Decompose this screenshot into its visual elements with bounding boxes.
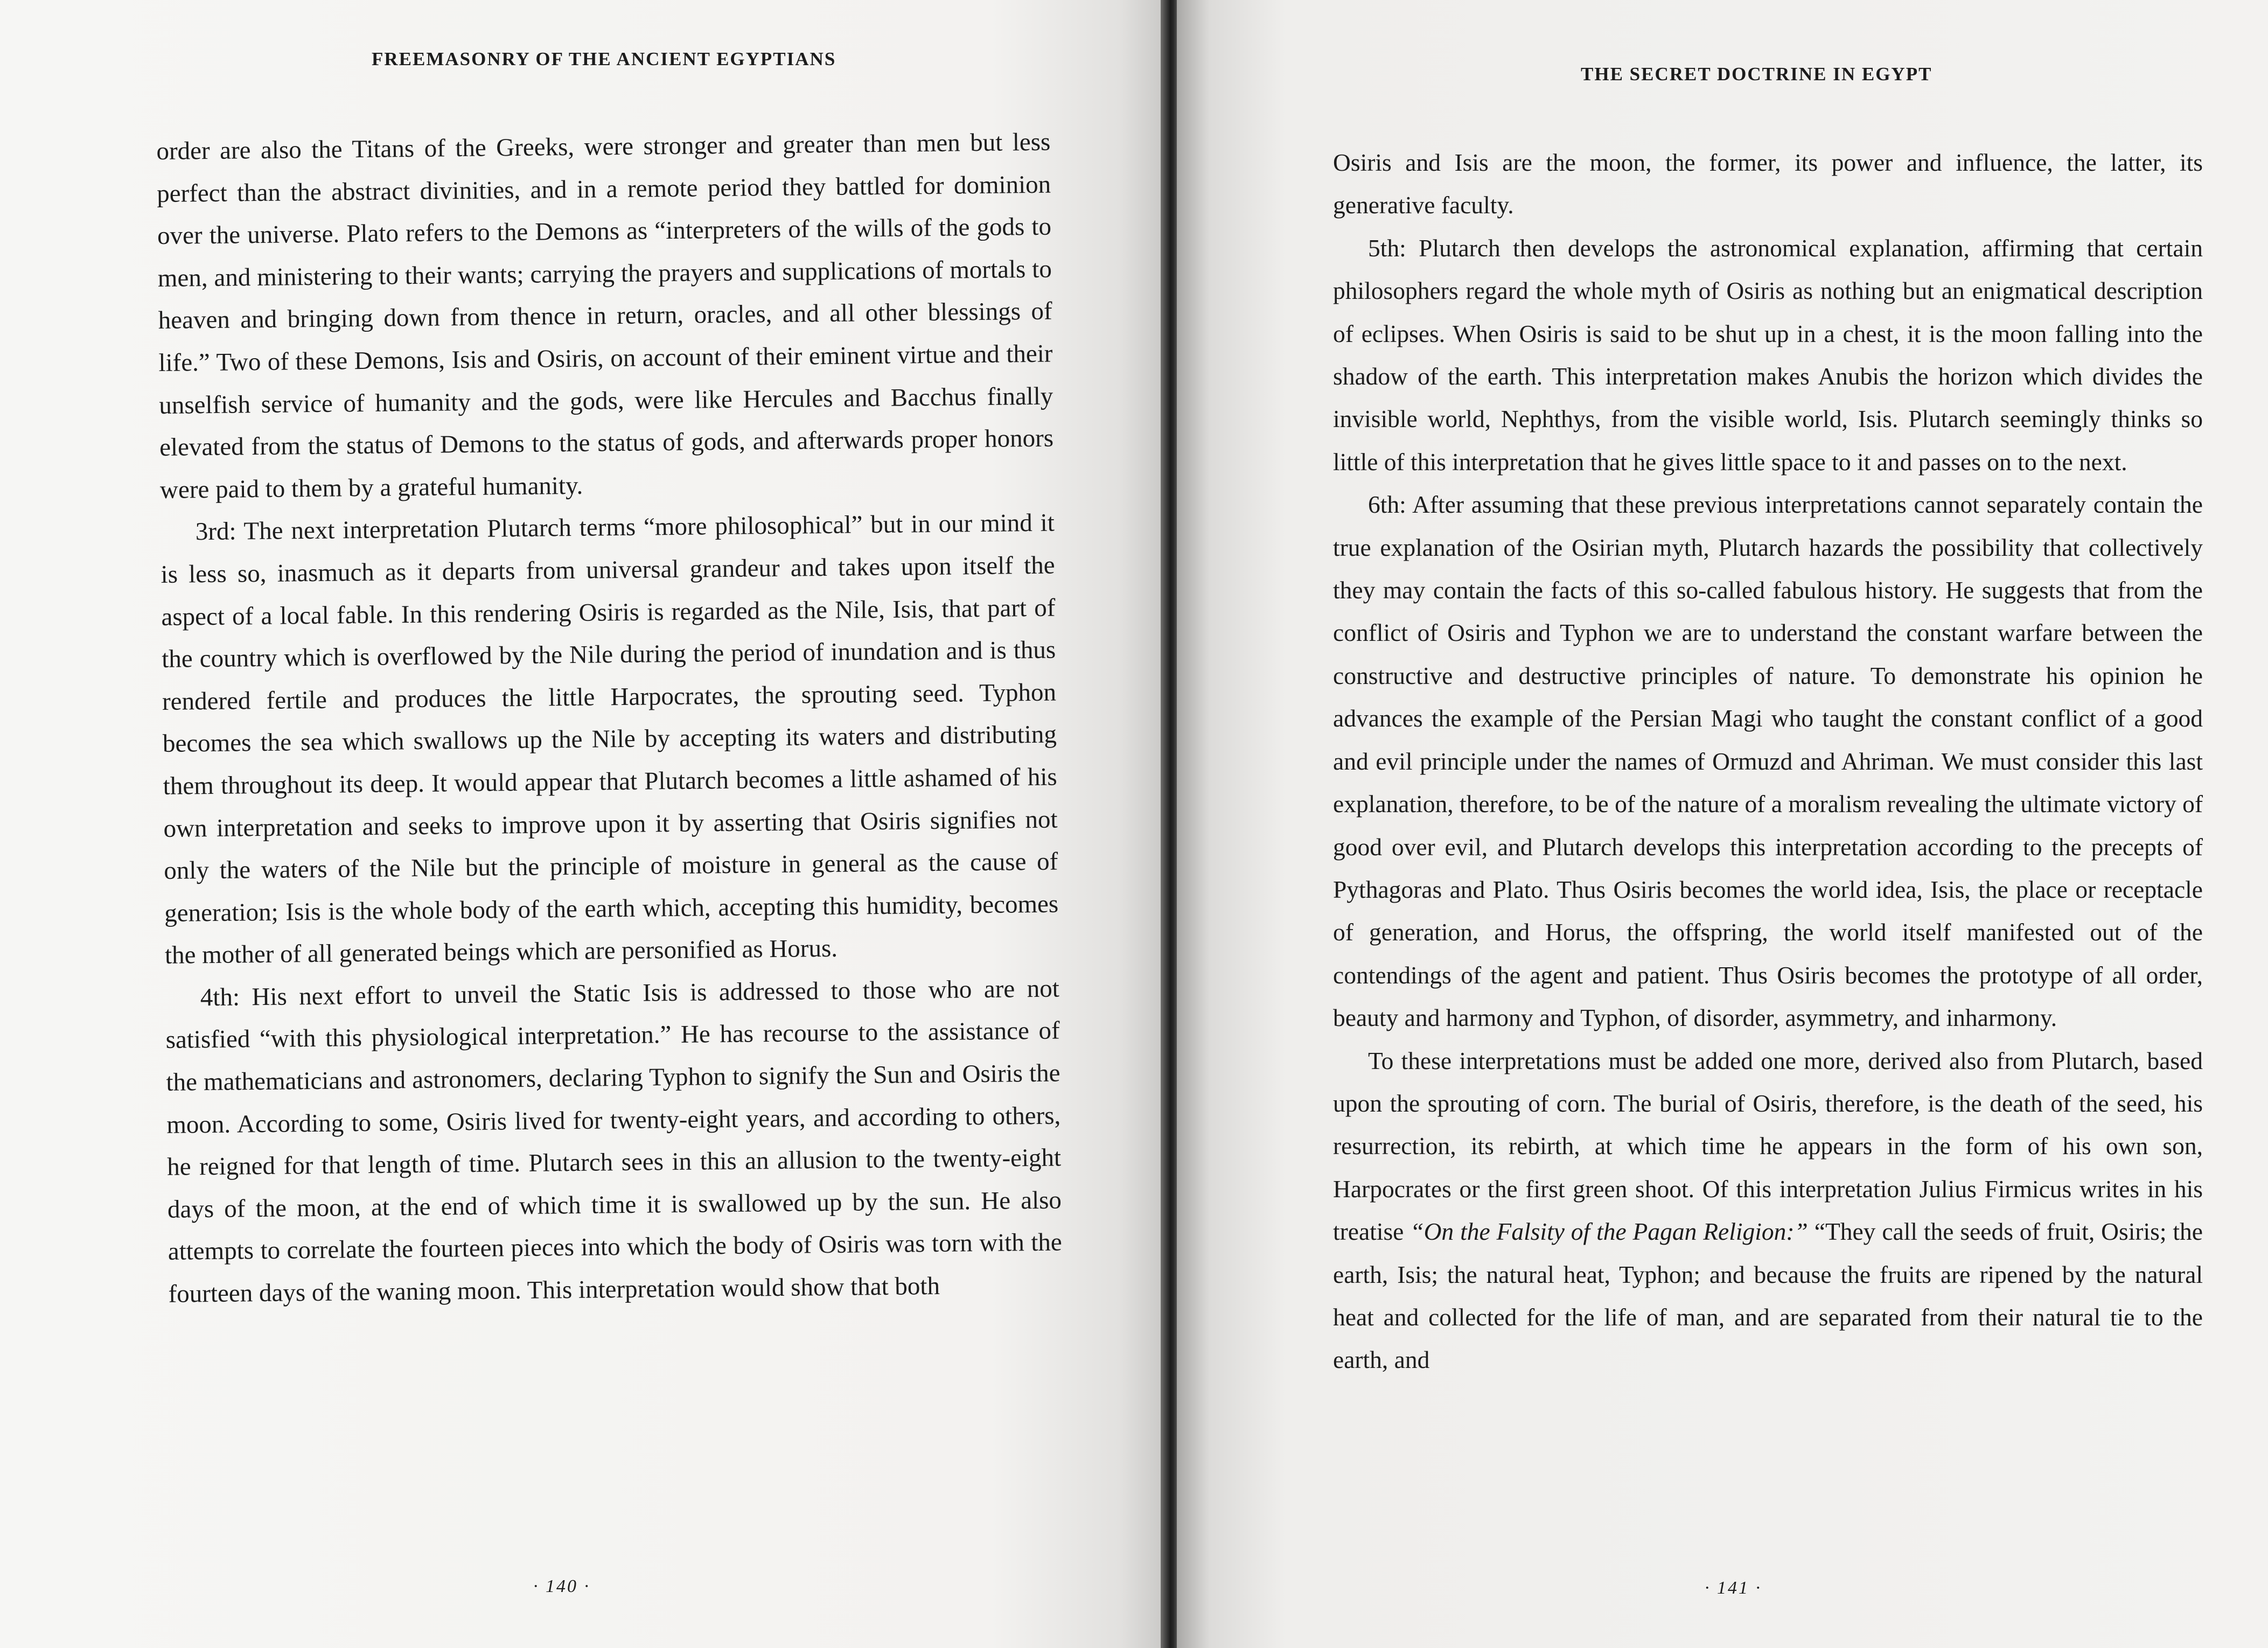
right-page — [1177, 0, 2268, 1648]
paragraph-continuation: order are also the Titans of the Greeks, were stronger and greater than men but less perfect than the abstract divinities, and in a remote period they battled for dominion over the universe. Plato refers to the Demons as “interpreters of the wills of the gods to men, and ministering to their wants; carrying the prayers and supplications of mortals to heaven and bringing down from thence in return, oracles, and all other blessings of life.” Two of these Demons, Isis and Osiris, on account of their eminent virtue and their unselfish service of humanity and the gods, were like Hercules and Bacchus finally elevated from the status of Demons to the status of gods, and afterwards proper honors were paid to them by a grateful humanity. — [156, 128, 1054, 504]
left-page-body — [156, 121, 1063, 1316]
right-page-body — [1333, 141, 2203, 1381]
paragraph-continuation: Osiris and Isis are the moon, the former, its power and influence, the latter, its generative faculty. — [1333, 149, 2203, 219]
paragraph-text: To these interpretations must be added one more, derived also from Plutarch, based upon the sprouting of corn. The burial of Osiris, therefore, is the death of the seed, his resurrection, its rebirth, at which time he appears in the form of his own son, Harpocrates or the first green shoot. Of this interpretation Julius Firmicus writes in his treatise — [1333, 1046, 2203, 1246]
paragraph-corn — [1333, 1039, 2203, 1381]
page-number-right: · 141 · — [1705, 1578, 1762, 1598]
paragraph-text: “They call the seeds of fruit, Osiris; the earth, Isis; the natural heat, Typhon; and because the fruits are ripened by the natural heat and collected for the life of man, and are separated from their natural tie to the earth, and — [1333, 1218, 2203, 1374]
running-head-left: FREEMASONRY OF THE ANCIENT EGYPTIANS — [372, 48, 836, 69]
treatise-title: “On the Falsity of the Pagan Religion:” — [1410, 1218, 1808, 1246]
paragraph-5th: 5th: Plutarch then develops the astronomical explanation, affirming that certain philosophers regard the whole myth of Osiris as nothing but an enigmatical description of eclipses. When Osiris is said to be shut up in a chest, it is the moon falling into the shadow of the earth. This interpretation makes Anubis the horizon which divides the invisible world, Nephthys, from the visible world, Isis. Plutarch seemingly thinks so little of this interpretation that he gives little space to it and passes on to the next. — [1333, 234, 2203, 476]
paragraph-3rd: 3rd: The next interpretation Plutarch terms “more philosophical” but in our mind it is less so, inasmuch as it departs from universal grandeur and takes upon itself the aspect of a local fable. In this rendering Osiris is regarded as the Nile, Isis, that part of the country which is overflowed by the Nile during the period of inundation and is thus rendered fertile and produces the little Harpocrates, the sprouting seed. Typhon becomes the sea which swallows up the Nile by accepting its waters and distributing them throughout its deep. It would appear that Plutarch becomes a little ashamed of his own interpretation and seeks to improve upon it by asserting that Osiris signifies not only the waters of the Nile but the principle of moisture in general as the cause of generation; Isis is the whole body of the earth which, accepting this humidity, becomes the mother of all generated beings which are personified as Horus. — [160, 508, 1059, 970]
page-number-left: · 140 · — [533, 1576, 590, 1596]
paragraph-4th: 4th: His next effort to unveil the Static Isis is addressed to those who are not satisfied “with this physiological interpretation.” He has recourse to the assistance of the mathematicians and astronomers, declaring Typhon to signify the Sun and Osiris the moon. According to some, Osiris lived for twenty-eight years, and according to others, he reigned for that length of time. Plutarch sees in this an allusion to the twenty-eight days of the moon, at the end of which time it is swallowed up by the sun. He also attempts to correlate the fourteen pieces into which the body of Osiris was torn with the fourteen days of the waning moon. This interpretation would show that both — [165, 974, 1062, 1308]
paragraph-6th: 6th: After assuming that these previous interpretations cannot separately contain the true explanation of the Osirian myth, Plutarch hazards the possibility that collectively they may contain the facts of this so-called fabulous history. He suggests that from the conflict of Osiris and Typhon we are to understand the constant warfare between the constructive and destructive principles of nature. To demonstrate his opinion he advances the example of the Persian Magi who taught the constant conflict of a good and evil principle under the names of Ormuzd and Ahriman. We must consider this last explanation, therefore, to be of the nature of a moralism revealing the ultimate victory of good over evil, and Plutarch develops this interpretation according to the precepts of Pythagoras and Plato. Thus Osiris becomes the world idea, Isis, the place or receptacle of generation, and Horus, the offspring, the world itself manifested out of the contendings of the agent and patient. Thus Osiris becomes the prototype of all order, beauty and harmony and Typhon, of disorder, asymmetry, and inharmony. — [1333, 491, 2203, 1032]
running-head-right: THE SECRET DOCTRINE IN EGYPT — [1581, 64, 1932, 85]
